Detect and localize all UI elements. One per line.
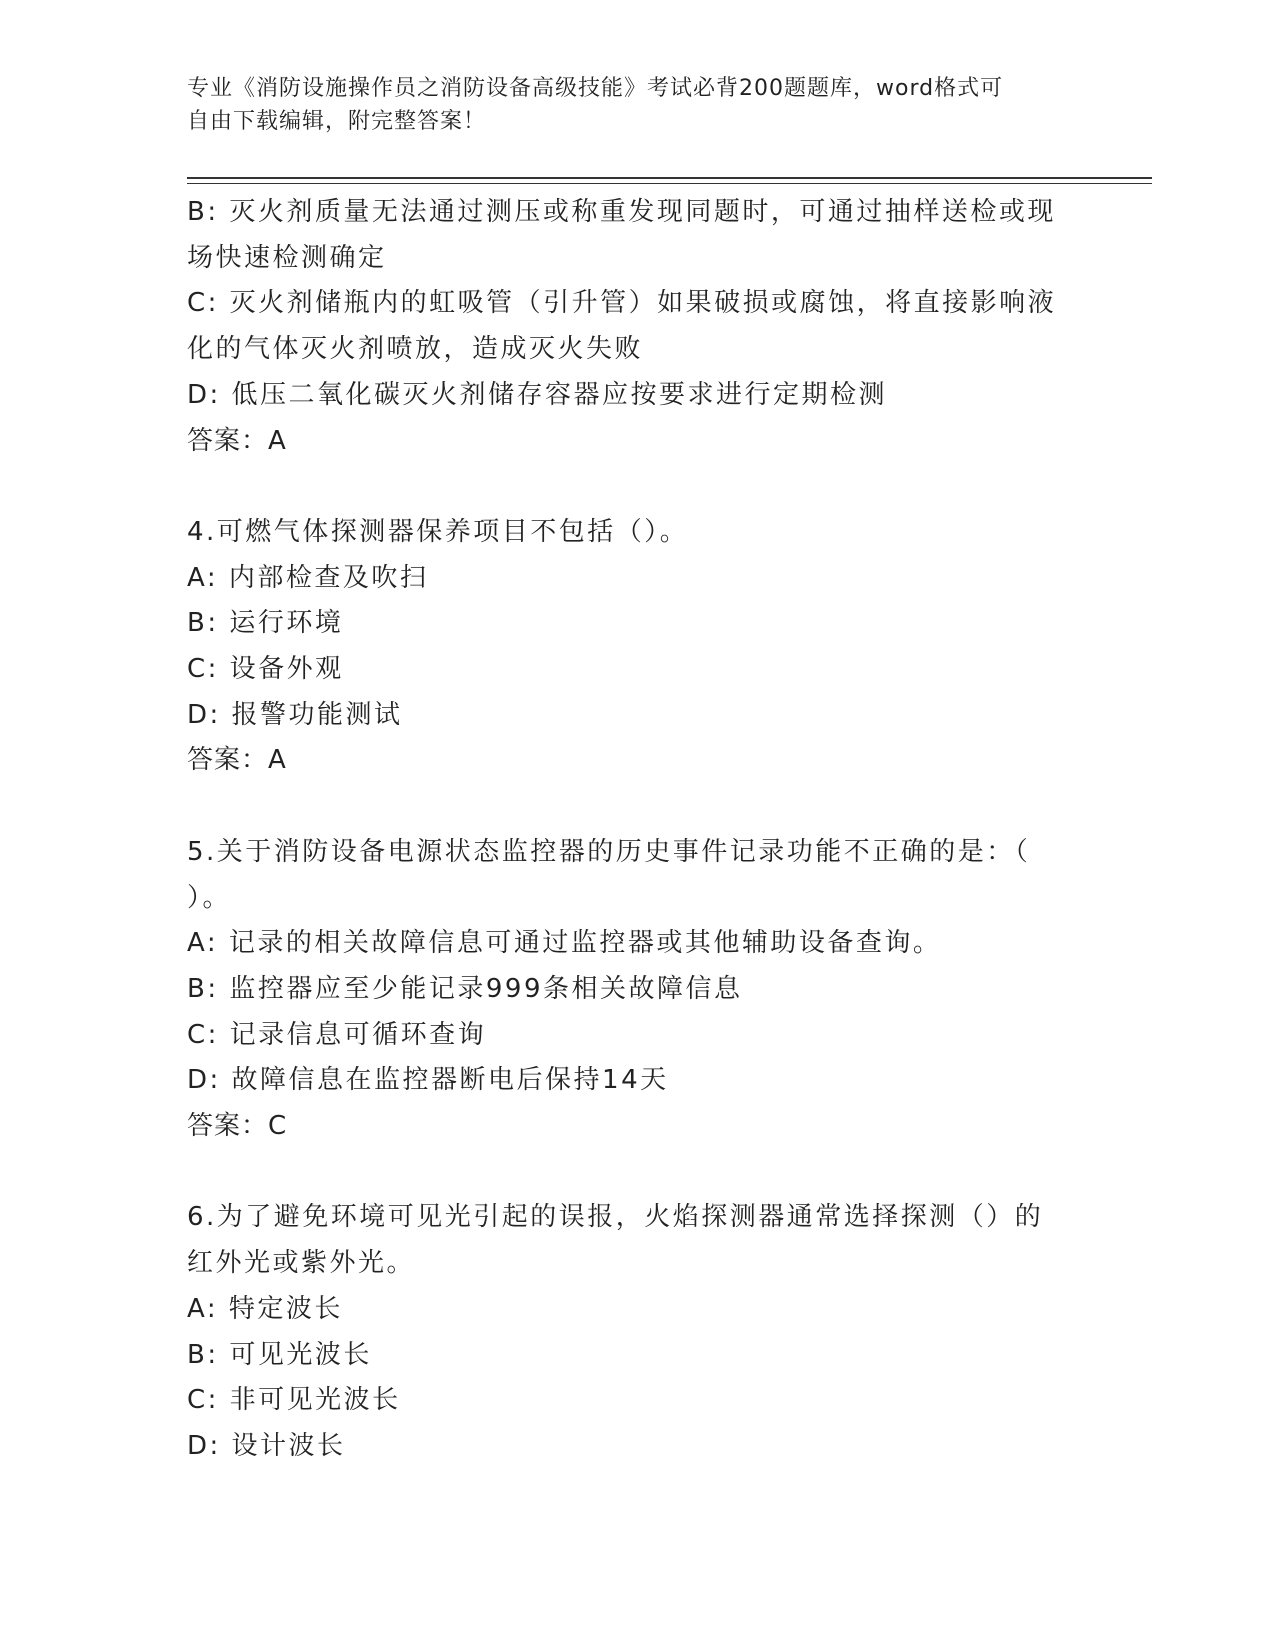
header-line-1: 专业《消防设施操作员之消防设备高级技能》考试必背200题题库，word格式可 — [187, 76, 1004, 101]
question-stem: 4.可燃气体探测器保养项目不包括（）。 — [187, 516, 689, 547]
question-3-continued — [187, 190, 1087, 464]
option-d: D: 报警功能测试 — [187, 699, 403, 730]
answer: 答案：A — [187, 745, 287, 776]
option-a: A: 记录的相关故障信息可通过监控器或其他辅助设备查询。 — [187, 928, 942, 959]
answer: 答案：A — [187, 425, 287, 456]
option-b: B: 运行环境 — [187, 608, 344, 639]
question-content — [187, 190, 1087, 1470]
option-c-line-1: C: 灭火剂储瓶内的虹吸管（引升管）如果破损或腐蚀，将直接影响液 — [187, 288, 1057, 319]
header-divider-thick — [187, 177, 1152, 179]
option-b: B: 监控器应至少能记录999条相关故障信息 — [187, 973, 743, 1004]
question-4 — [187, 510, 1087, 784]
header-line-2: 自由下载编辑，附完整答案！ — [187, 109, 487, 134]
option-a: A: 特定波长 — [187, 1293, 343, 1324]
spacer — [187, 1150, 1087, 1196]
option-c: C: 记录信息可循环查询 — [187, 1019, 487, 1050]
option-b-line-2: 场快速检测确定 — [187, 242, 387, 273]
question-stem-line-2: ）。 — [187, 882, 232, 913]
option-c: C: 非可见光波长 — [187, 1385, 401, 1416]
spacer — [187, 464, 1087, 510]
option-d: D: 故障信息在监控器断电后保持14天 — [187, 1065, 669, 1096]
question-stem-line-1: 5.关于消防设备电源状态监控器的历史事件记录功能不正确的是：（ — [187, 836, 1031, 867]
option-b-line-1: B: 灭火剂质量无法通过测压或称重发现同题时，可通过抽样送检或现 — [187, 197, 1056, 227]
option-c: C: 设备外观 — [187, 654, 344, 685]
question-stem-line-2: 红外光或紫外光。 — [187, 1248, 416, 1279]
question-5 — [187, 830, 1087, 1150]
option-a: A: 内部检查及吹扫 — [187, 562, 429, 593]
option-d: D: 低压二氧化碳灭火剂储存容器应按要求进行定期检测 — [187, 379, 888, 410]
answer: 答案：C — [187, 1111, 288, 1142]
document-header — [187, 72, 1067, 138]
option-d: D: 设计波长 — [187, 1430, 346, 1461]
question-6 — [187, 1195, 1087, 1469]
option-c-line-2: 化的气体灭火剂喷放，造成灭火失败 — [187, 334, 644, 365]
question-stem-line-1: 6.为了避免环境可见光引起的误报，火焰探测器通常选择探测（）的 — [187, 1202, 1044, 1233]
option-b: B: 可见光波长 — [187, 1339, 372, 1370]
header-divider-thin — [187, 183, 1152, 184]
spacer — [187, 784, 1087, 830]
